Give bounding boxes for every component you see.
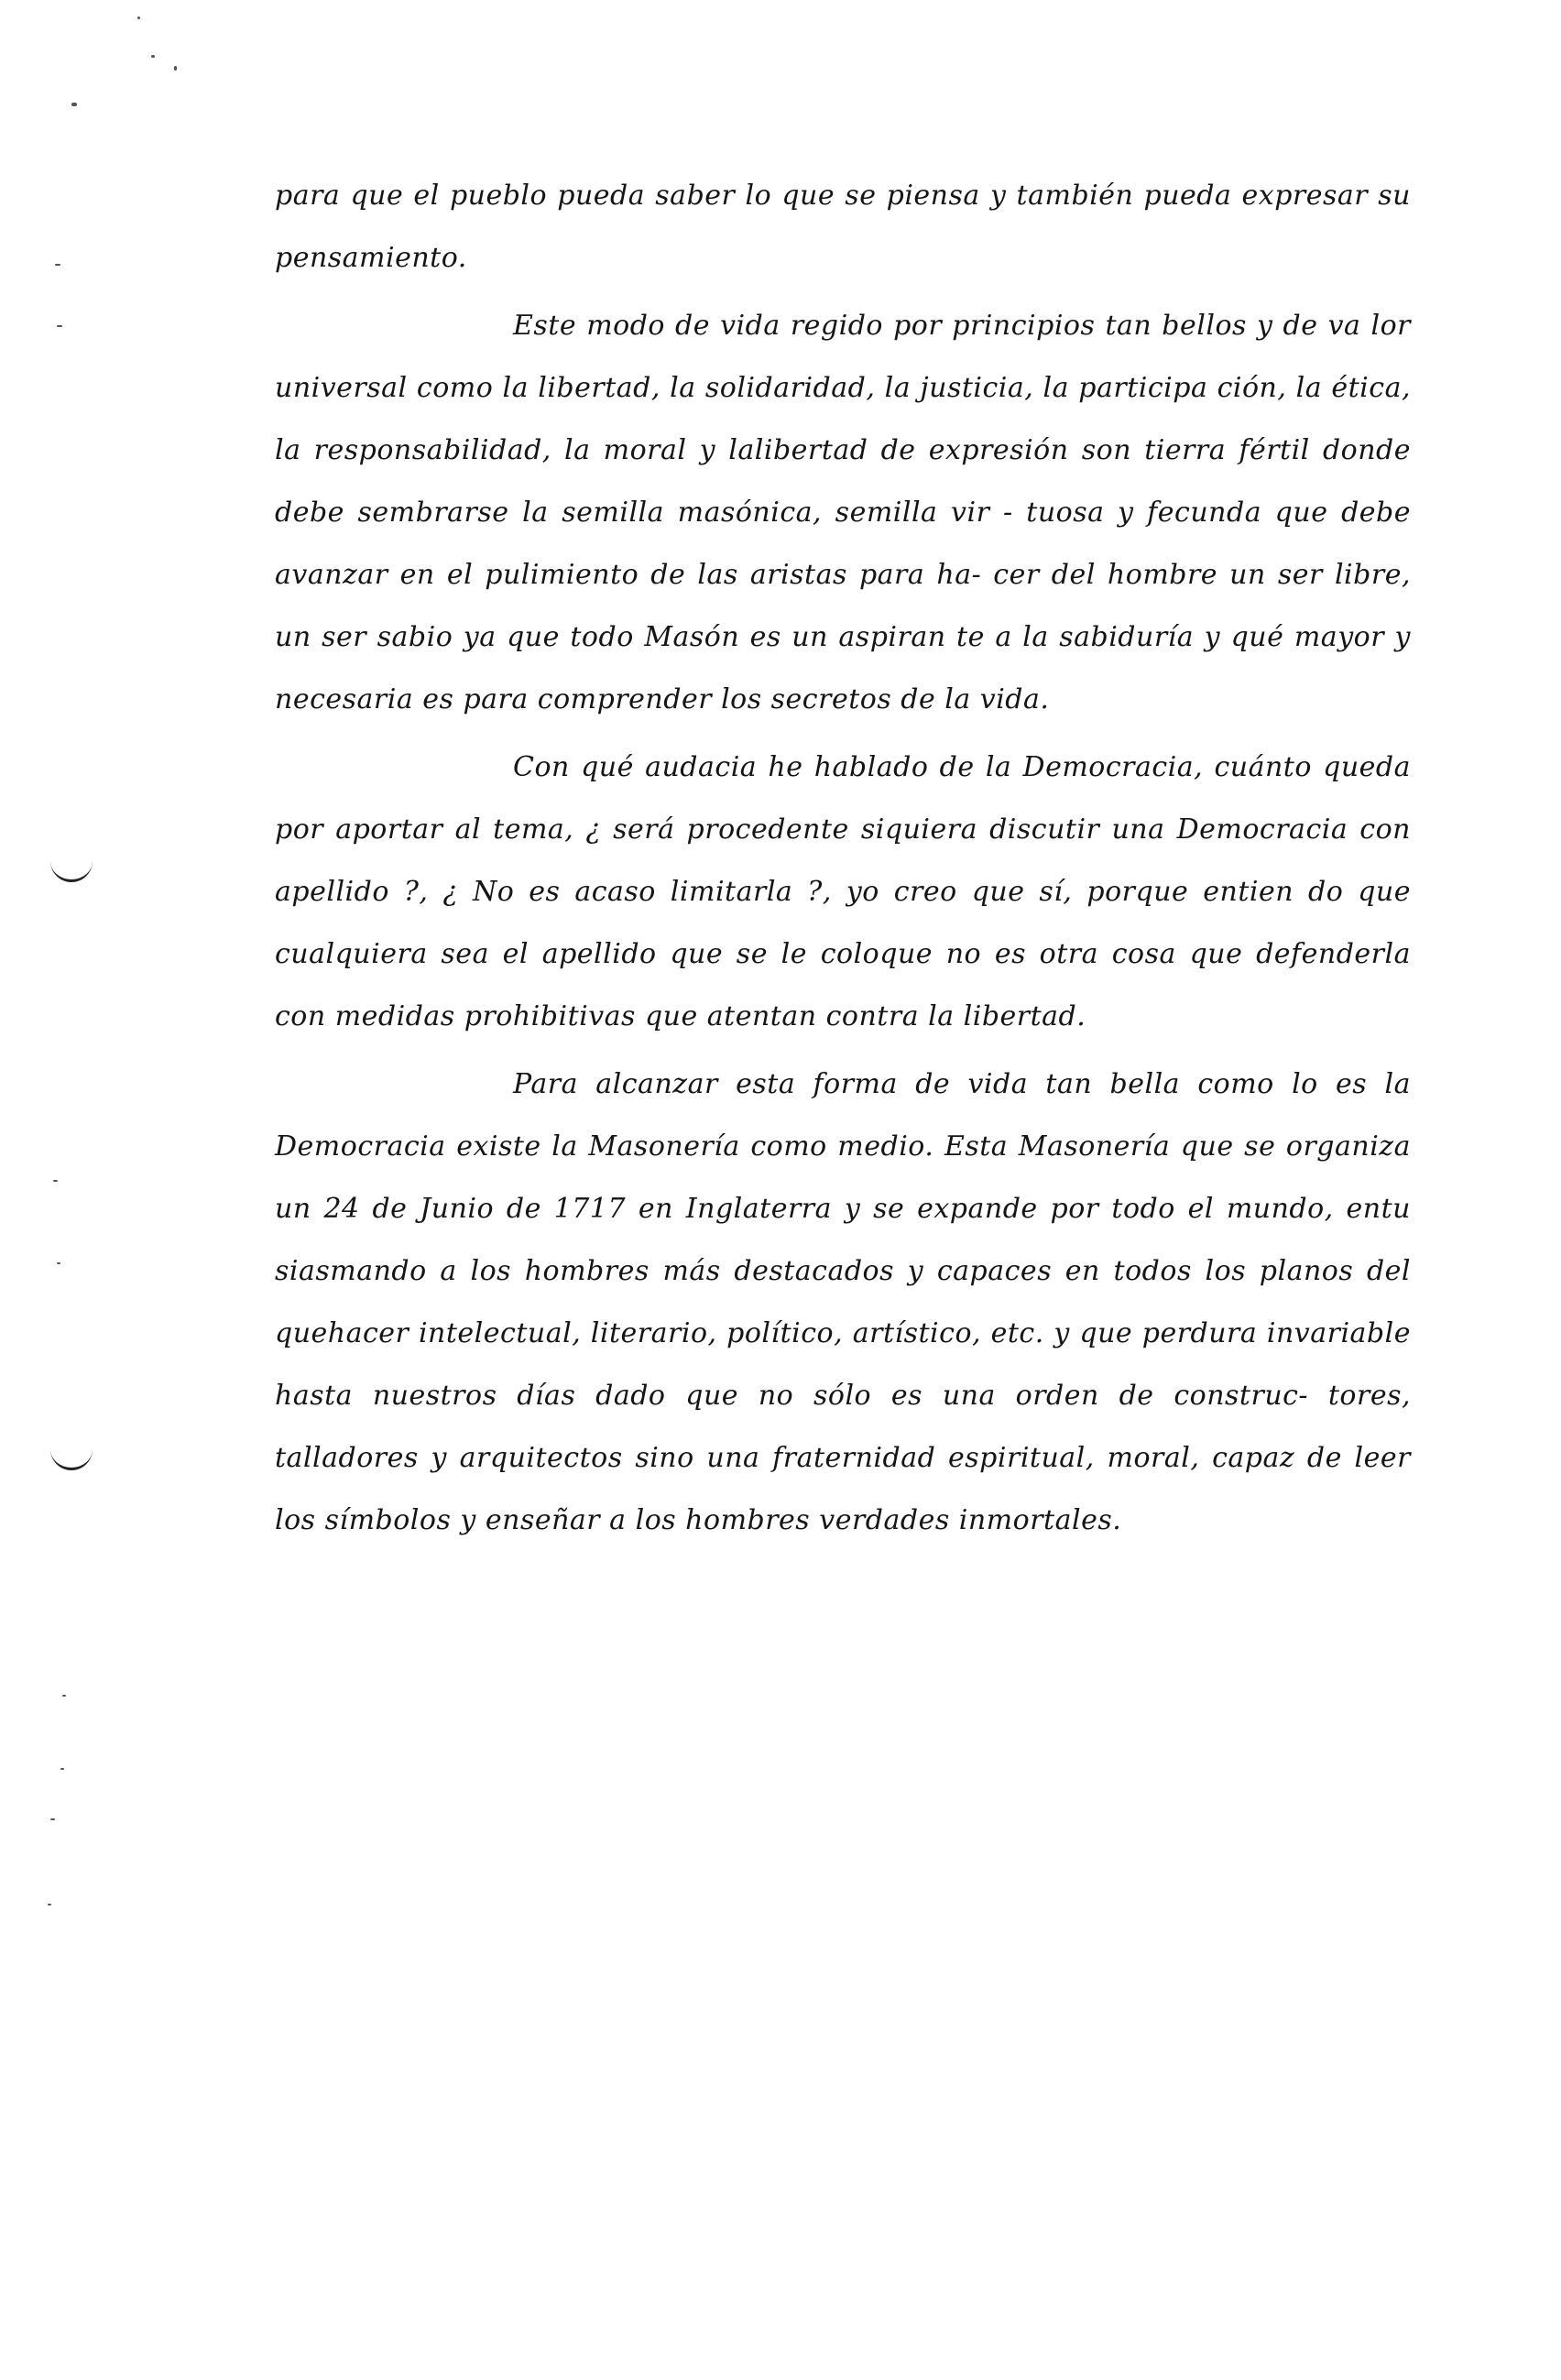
scan-speck bbox=[50, 1818, 55, 1820]
punch-hole-mark bbox=[50, 1449, 93, 1470]
scan-speck bbox=[137, 16, 140, 19]
scan-speck bbox=[57, 1262, 60, 1264]
scan-speck bbox=[53, 1180, 58, 1182]
scan-speck bbox=[151, 55, 155, 58]
paragraph-3: Con qué audacia he hablado de la Democracia, cuánto queda por aportar al tema, ¿ será procedente siquiera discutir una Democracia con apellido ?, ¿ No es acaso limitarla ?, yo creo que sí, porque entien do que cualquiera sea el apellido que se le coloque no es otra cosa que defenderla con medidas prohibitivas que atentan contra la libertad. bbox=[275, 751, 1411, 1032]
paragraph-4: Para alcanzar esta forma de vida tan bella como lo es la Democracia existe la Masonería como medio. Esta Masonería que se organiza un 24 de Junio de 1717 en Inglaterra y se expande por todo el mundo, entu siasmando a los hombres más destacados y capaces en todos los planos del quehacer intelectual, literario, político, artístico, etc. y que perdura invariable hasta nuestros días dado que no sólo es una orden de construc- tores, talladores y arquitectos sino una fraternidad espiritual, moral, capaz de leer los símbolos y enseñar a los hombres verdades inmortales. bbox=[275, 1068, 1411, 1536]
punch-hole-mark bbox=[50, 861, 93, 882]
scan-speck bbox=[71, 103, 77, 106]
scan-speck bbox=[48, 1904, 51, 1905]
paragraph-2: Este modo de vida regido por principios tan bellos y de va lor universal como la libertad, la solidaridad, la justicia, la participa ción, la ética, la responsabilidad, la moral y lalibertad de expresión son tierra fértil donde debe sembrarse la semilla masónica, semilla vir - tuosa y fecunda que debe avanzar en el pulimiento de las aristas para ha- cer del hombre un ser libre, un ser sabio ya que todo Masón es un aspiran te a la sabiduría y qué mayor y necesaria es para comprender los secretos de la vida. bbox=[275, 310, 1411, 715]
paragraph-1: para que el pueblo pueda saber lo que se piensa y también pueda expresar su pensamiento. bbox=[275, 180, 1411, 274]
scan-speck bbox=[62, 1695, 66, 1697]
scan-speck bbox=[57, 325, 62, 327]
scan-speck bbox=[60, 1768, 64, 1770]
body-text bbox=[275, 165, 1411, 1552]
scan-speck bbox=[55, 264, 60, 266]
scan-speck bbox=[174, 66, 177, 71]
